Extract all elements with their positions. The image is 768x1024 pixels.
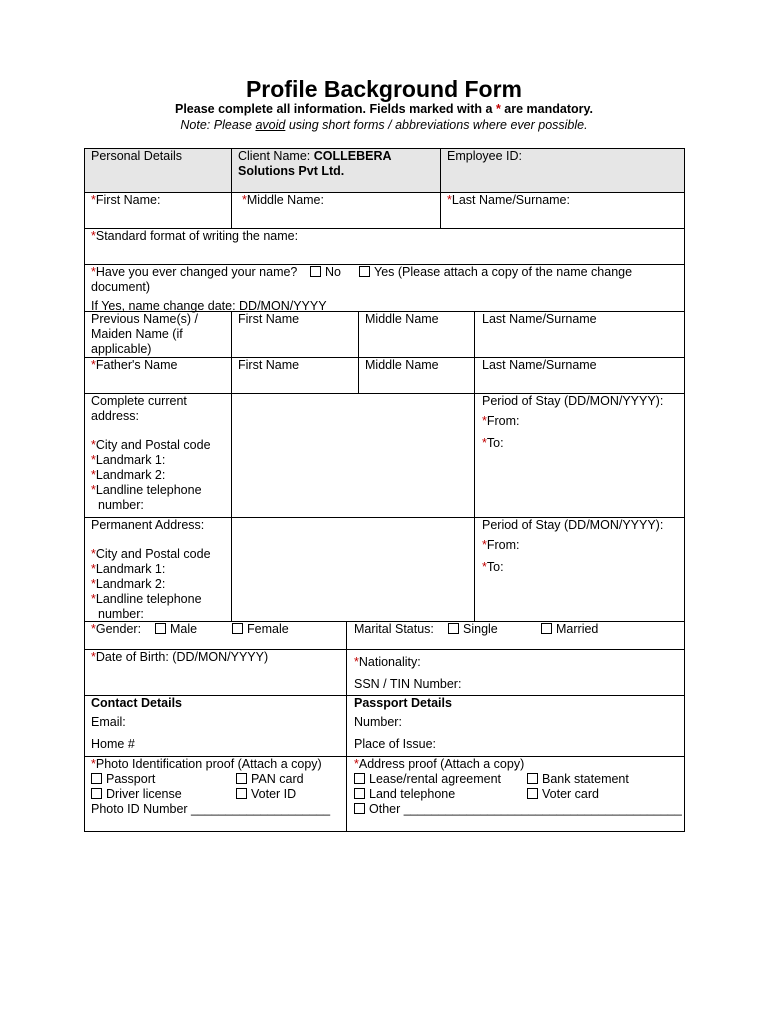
current-landmark-1 (91, 453, 165, 468)
current-address-label-1: Complete current (91, 394, 187, 408)
gender-cell (84, 621, 347, 650)
gender-label (91, 622, 141, 637)
abbreviation-note (0, 118, 768, 132)
bank-statement-label: Bank statement (542, 772, 629, 786)
passport-label: Passport (106, 772, 156, 786)
marital-single-option[interactable] (448, 622, 498, 637)
required-star: * (91, 592, 96, 606)
permanent-from-label (482, 538, 520, 553)
voter-card-label: Voter card (542, 787, 599, 801)
current-to-label (482, 436, 504, 451)
married-checkbox[interactable] (541, 623, 552, 634)
pan-card-checkbox[interactable] (236, 773, 247, 784)
required-star: * (91, 229, 96, 243)
gender-text: Gender: (95, 622, 142, 636)
required-star: * (91, 468, 96, 482)
nationality-cell[interactable] (346, 649, 685, 696)
required-star: * (91, 438, 96, 452)
previous-names-label-2: Maiden Name (if (91, 327, 183, 341)
required-star: * (354, 655, 359, 669)
permanent-address-input[interactable] (231, 517, 475, 622)
col-last-name: Last Name/Surname (482, 358, 597, 372)
lease-option[interactable] (354, 772, 501, 787)
fathers-middle-name-cell[interactable] (358, 357, 475, 394)
name-change-no-option[interactable] (310, 265, 341, 280)
passport-details-cell[interactable] (346, 695, 685, 757)
pan-card-option[interactable] (236, 772, 304, 787)
marital-married-option[interactable] (541, 622, 598, 637)
permanent-landline-2: number: (98, 607, 144, 621)
current-city-postal (91, 438, 211, 453)
driver-license-option[interactable] (91, 787, 182, 802)
ssn-label: SSN / TIN Number: (354, 677, 462, 691)
permanent-landline (91, 592, 202, 607)
standard-format-text: Standard format of writing the name: (95, 229, 299, 243)
required-star: * (91, 265, 96, 279)
photo-id-number-field[interactable]: Photo ID Number ____________________ (91, 802, 331, 816)
yes-label-continued: document) (91, 280, 151, 294)
previous-names-cell (84, 311, 232, 358)
land-telephone-label: Land telephone (369, 787, 456, 801)
place-of-issue-label: Place of Issue: (354, 737, 436, 751)
middle-name-cell[interactable] (231, 192, 441, 229)
col-middle-name: Middle Name (365, 358, 439, 372)
required-star: * (482, 538, 487, 552)
landline-text: Landline telephone (95, 483, 202, 497)
yes-checkbox[interactable] (359, 266, 370, 277)
photo-id-proof-label (91, 757, 322, 772)
permanent-landmark-1 (91, 562, 165, 577)
other-label: Other ________________________________________ (369, 802, 682, 816)
voter-id-label: Voter ID (251, 787, 297, 801)
required-star: * (354, 757, 359, 771)
standard-format-label (91, 229, 298, 244)
marital-status-cell (346, 621, 685, 650)
current-address-input[interactable] (231, 393, 475, 518)
client-name-cell (231, 148, 441, 193)
contact-details-cell[interactable] (84, 695, 347, 757)
voter-card-checkbox[interactable] (527, 788, 538, 799)
note-avoid: avoid (255, 118, 286, 132)
client-name (238, 149, 392, 164)
driver-license-label: Driver license (106, 787, 182, 801)
mandatory-instruction (0, 102, 768, 116)
dob-text: Date of Birth: (DD/MON/YYYY) (95, 650, 269, 664)
passport-checkbox[interactable] (91, 773, 102, 784)
first-name-cell[interactable] (84, 192, 232, 229)
instruction-text: Please complete all information. Fields marked with a (175, 102, 496, 116)
email-label: Email: (91, 715, 126, 729)
photo-id-proof-text: Photo Identification proof (Attach a copy) (95, 757, 322, 771)
col-first-name: First Name (238, 312, 300, 326)
pan-card-label: PAN card (251, 772, 304, 786)
married-label: Married (556, 622, 599, 636)
lease-checkbox[interactable] (354, 773, 365, 784)
required-star: * (91, 622, 96, 636)
required-star: * (91, 193, 96, 207)
last-name-cell[interactable] (440, 192, 685, 229)
land-telephone-option[interactable] (354, 787, 455, 802)
previous-names-label-3: applicable) (91, 342, 152, 356)
current-landmark-2 (91, 468, 165, 483)
current-landline (91, 483, 202, 498)
col-middle-name: Middle Name (365, 312, 439, 326)
required-star: * (91, 358, 96, 372)
current-address-label-cell (84, 393, 232, 518)
required-star: * (482, 560, 487, 574)
nationality-text: Nationality: (358, 655, 421, 669)
fathers-name-label (91, 358, 177, 373)
permanent-address-label: Permanent Address: (91, 518, 205, 532)
nationality-label (354, 655, 421, 670)
required-star: * (91, 547, 96, 561)
contact-details-heading: Contact Details (91, 696, 182, 710)
male-label: Male (170, 622, 198, 636)
address-proof-label (354, 757, 524, 772)
standard-format-cell[interactable] (84, 228, 685, 265)
note-text: Note: Please (180, 118, 256, 132)
previous-last-name-cell[interactable] (474, 311, 685, 358)
no-checkbox[interactable] (310, 266, 321, 277)
permanent-period-of-stay-label: Period of Stay (DD/MON/YYYY): (482, 518, 664, 532)
landline-text: Landline telephone (95, 592, 202, 606)
landmark-2-text: Landmark 2: (95, 468, 166, 482)
fathers-first-name-cell[interactable] (231, 357, 359, 394)
mandatory-star: * (495, 102, 501, 116)
note-text-end: using short forms / abbreviations where ever possible. (285, 118, 588, 132)
single-checkbox[interactable] (448, 623, 459, 634)
landmark-2-text: Landmark 2: (95, 577, 166, 591)
current-address-label-2: address: (91, 409, 139, 423)
required-star: * (91, 577, 96, 591)
from-text: From: (486, 538, 520, 552)
last-name-label (447, 193, 570, 208)
bank-statement-option[interactable] (527, 772, 629, 787)
employee-id-label: Employee ID: (447, 149, 523, 163)
home-phone-label: Home # (91, 737, 135, 751)
name-change-date-label: If Yes, name change date: DD/MON/YYYY (91, 299, 327, 313)
required-star: * (91, 562, 96, 576)
fathers-name-text: Father's Name (95, 358, 178, 372)
required-star: * (91, 650, 96, 664)
female-checkbox[interactable] (232, 623, 243, 634)
no-label: No (325, 265, 341, 279)
name-change-yes-option[interactable] (359, 265, 632, 280)
form-title: Profile Background Form (245, 76, 523, 102)
lease-label: Lease/rental agreement (369, 772, 502, 786)
passport-details-heading: Passport Details (354, 696, 452, 710)
passport-number-label: Number: (354, 715, 402, 729)
driver-license-checkbox[interactable] (91, 788, 102, 799)
name-change-question-text: Have you ever changed your name? (95, 265, 298, 279)
client-name-label: Client Name: (238, 149, 314, 163)
to-text: To: (486, 560, 504, 574)
current-period-of-stay-cell[interactable] (474, 393, 685, 518)
name-change-cell (84, 264, 685, 312)
passport-option[interactable] (91, 772, 155, 787)
voter-id-checkbox[interactable] (236, 788, 247, 799)
from-text: From: (486, 414, 520, 428)
col-first-name: First Name (238, 358, 300, 372)
gender-female-option[interactable] (232, 622, 289, 637)
dob-label (91, 650, 268, 665)
personal-details-cell (84, 148, 232, 193)
current-from-label (482, 414, 520, 429)
gender-male-option[interactable] (155, 622, 197, 637)
first-name-text: First Name: (95, 193, 161, 207)
col-last-name: Last Name/Surname (482, 312, 597, 326)
landmark-1-text: Landmark 1: (95, 562, 166, 576)
single-label: Single (463, 622, 498, 636)
permanent-period-of-stay-cell[interactable] (474, 517, 685, 622)
previous-names-label-1: Previous Name(s) / (91, 312, 198, 326)
female-label: Female (247, 622, 289, 636)
middle-name-label (242, 193, 324, 208)
previous-first-name-cell[interactable] (231, 311, 359, 358)
personal-details-label: Personal Details (91, 149, 183, 163)
yes-label: Yes (Please attach a copy of the name change (374, 265, 633, 279)
voter-id-option[interactable] (236, 787, 296, 802)
city-postal-text: City and Postal code (95, 547, 211, 561)
client-name-value-2: Solutions Pvt Ltd. (238, 164, 345, 178)
to-text: To: (486, 436, 504, 450)
required-star: * (447, 193, 452, 207)
voter-card-option[interactable] (527, 787, 599, 802)
required-star: * (482, 414, 487, 428)
marital-status-label: Marital Status: (354, 622, 434, 636)
employee-id-cell[interactable] (440, 148, 685, 193)
required-star: * (482, 436, 487, 450)
required-star: * (91, 483, 96, 497)
name-change-question (91, 265, 297, 280)
current-period-of-stay-label: Period of Stay (DD/MON/YYYY): (482, 394, 664, 408)
required-star: * (91, 757, 96, 771)
address-proof-cell (346, 756, 685, 832)
current-landline-2: number: (98, 498, 144, 512)
previous-middle-name-cell[interactable] (358, 311, 475, 358)
permanent-landmark-2 (91, 577, 165, 592)
city-postal-text: City and Postal code (95, 438, 211, 452)
instruction-text-end: are mandatory. (500, 102, 593, 116)
permanent-to-label (482, 560, 504, 575)
bank-statement-checkbox[interactable] (527, 773, 538, 784)
land-telephone-checkbox[interactable] (354, 788, 365, 799)
required-star: * (242, 193, 247, 207)
middle-name-text: Middle Name: (246, 193, 324, 207)
required-star: * (91, 453, 96, 467)
first-name-label (91, 193, 160, 208)
dob-cell[interactable] (84, 649, 347, 696)
landmark-1-text: Landmark 1: (95, 453, 166, 467)
profile-form (84, 148, 685, 832)
fathers-name-cell (84, 357, 232, 394)
other-checkbox[interactable] (354, 803, 365, 814)
fathers-last-name-cell[interactable] (474, 357, 685, 394)
photo-id-proof-cell (84, 756, 347, 832)
last-name-text: Last Name/Surname: (451, 193, 570, 207)
address-proof-text: Address proof (Attach a copy) (358, 757, 525, 771)
permanent-city-postal (91, 547, 211, 562)
permanent-address-label-cell (84, 517, 232, 622)
other-option[interactable] (354, 802, 682, 817)
client-name-value: COLLEBERA (313, 149, 392, 163)
male-checkbox[interactable] (155, 623, 166, 634)
